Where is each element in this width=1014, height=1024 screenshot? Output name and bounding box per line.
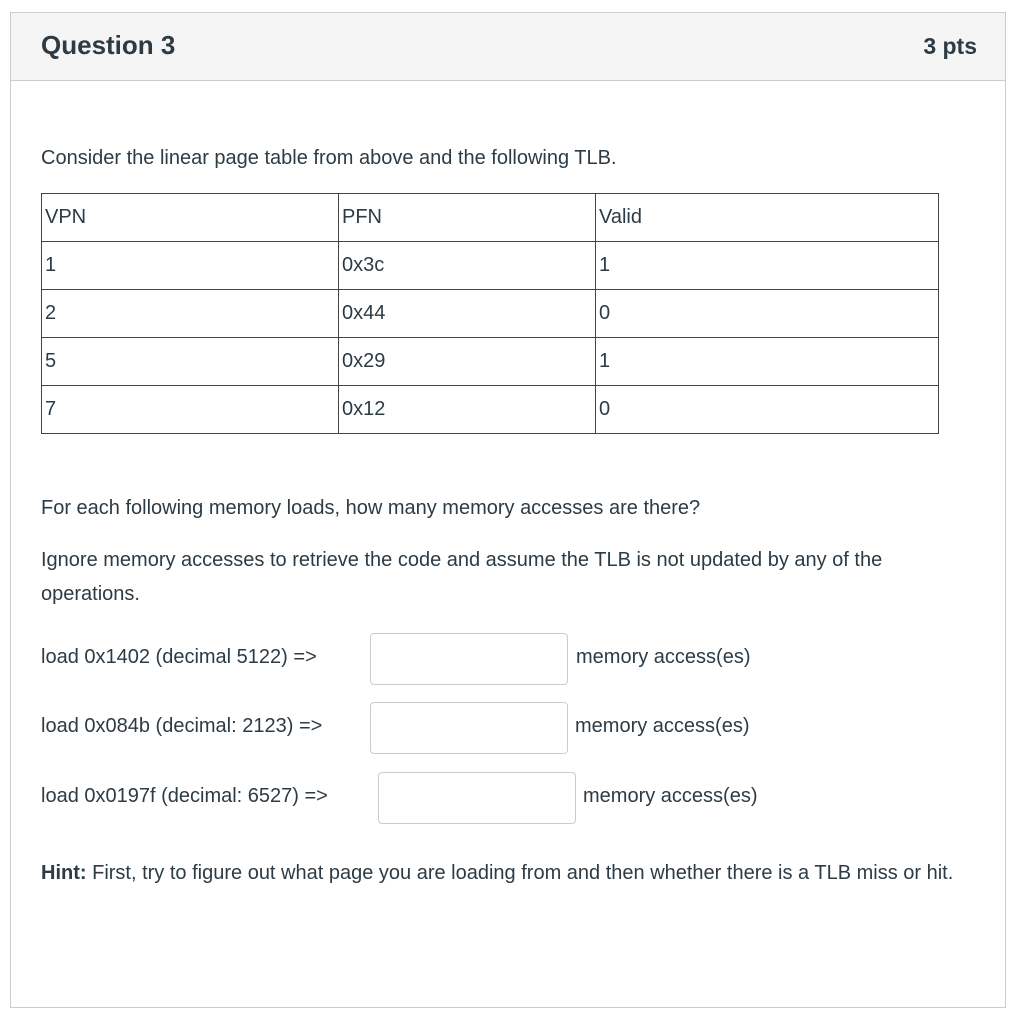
answer-input-1[interactable]: [370, 633, 568, 685]
tlb-table: [41, 193, 939, 434]
hint-body: First, try to figure out what page you are loading from and then whether there is a TLB miss or hit.: [86, 862, 954, 884]
question-points: 3 pts: [923, 33, 977, 59]
tlb-cell-pfn: 0x29: [339, 338, 596, 386]
table-row: [42, 242, 939, 290]
hint-text: [41, 856, 981, 890]
tlb-cell-vpn: 5: [42, 338, 339, 386]
load-label-3: load 0x0197f (decimal: 6527) =>: [41, 785, 328, 807]
answer-suffix-2: memory access(es): [575, 715, 750, 737]
tlb-cell-vpn: 1: [42, 242, 339, 290]
tlb-cell-pfn: 0x44: [339, 290, 596, 338]
tlb-cell-valid: 0: [596, 386, 939, 434]
tlb-cell-pfn: 0x12: [339, 386, 596, 434]
question-card: [10, 12, 1006, 1008]
load-label-1: load 0x1402 (decimal 5122) =>: [41, 646, 317, 668]
answer-suffix-3: memory access(es): [583, 785, 758, 807]
tlb-cell-valid: 1: [596, 338, 939, 386]
tlb-header-valid: Valid: [596, 194, 939, 242]
question-header: [11, 13, 1005, 81]
tlb-header-row: [42, 194, 939, 242]
tlb-header-pfn: PFN: [339, 194, 596, 242]
tlb-cell-valid: 0: [596, 290, 939, 338]
tlb-cell-vpn: 7: [42, 386, 339, 434]
table-row: [42, 290, 939, 338]
tlb-cell-valid: 1: [596, 242, 939, 290]
load-label-2: load 0x084b (decimal: 2123) =>: [41, 715, 323, 737]
answer-suffix-1: memory access(es): [576, 646, 751, 668]
table-row: [42, 338, 939, 386]
answer-input-2[interactable]: [370, 702, 568, 754]
prompt-text: For each following memory loads, how many memory accesses are there?: [41, 497, 701, 519]
intro-text: Consider the linear page table from above and the following TLB.: [41, 147, 617, 169]
question-title: Question 3: [41, 30, 176, 60]
instruction-text: Ignore memory accesses to retrieve the code and assume the TLB is not updated by any of the operations.: [41, 549, 883, 605]
tlb-cell-pfn: 0x3c: [339, 242, 596, 290]
hint-label: Hint:: [41, 862, 87, 884]
answer-input-3[interactable]: [378, 772, 576, 824]
tlb-cell-vpn: 2: [42, 290, 339, 338]
tlb-header-vpn: VPN: [42, 194, 339, 242]
table-row: [42, 386, 939, 434]
